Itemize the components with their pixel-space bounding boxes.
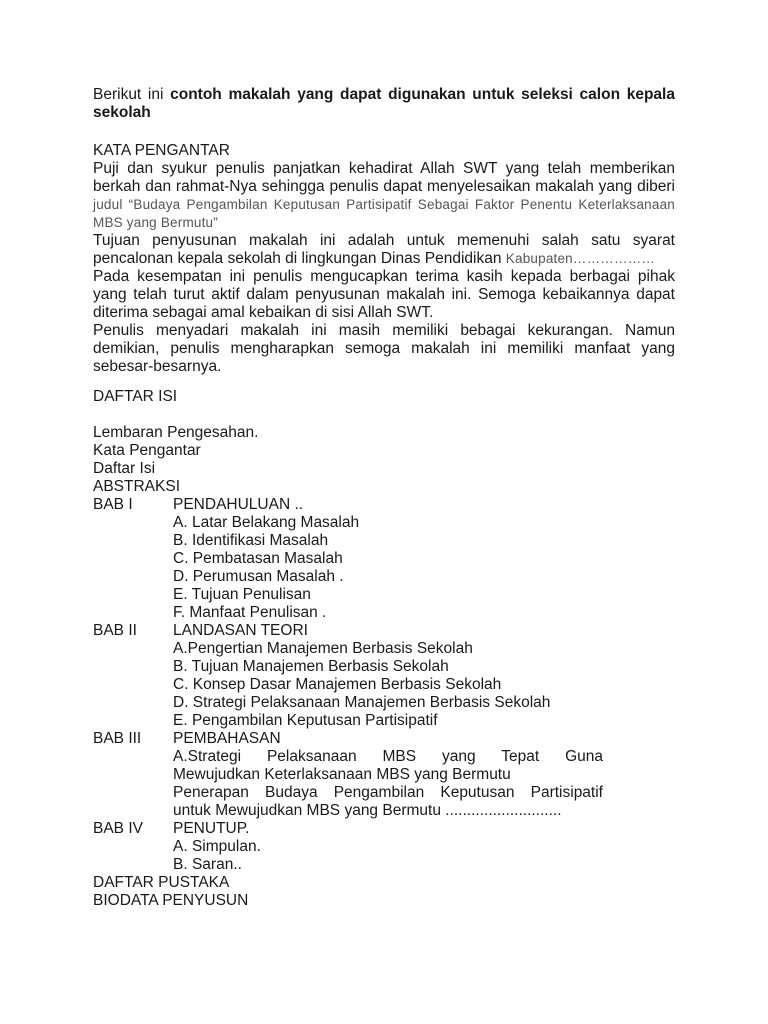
toc-sub-item: A.Strategi Pelaksanaan MBS yang Tepat Guna xyxy=(173,748,603,765)
toc-sub-item: F. Manfaat Penulisan . xyxy=(173,604,327,621)
toc-sub-item: C. Pembatasan Masalah xyxy=(173,550,343,567)
toc-front-item: ABSTRAKSI xyxy=(93,478,180,495)
para1-title-text: judul “Budaya Pengambilan Keputusan Partisipatif Sebagai Faktor Penentu Keterlaksanaan MBS yang Bermutu” xyxy=(93,197,675,230)
toc-back-item: DAFTAR PUSTAKA xyxy=(93,874,230,891)
kata-pengantar-para-1 xyxy=(93,160,675,232)
daftar-isi-heading: DAFTAR ISI xyxy=(93,388,178,405)
bab-label: BAB II xyxy=(93,622,137,639)
toc-sub-item: D. Strategi Pelaksanaan Manajemen Berbasis Sekolah xyxy=(173,694,551,711)
bab-title: PENUTUP. xyxy=(173,820,250,837)
bab-title: LANDASAN TEORI xyxy=(173,622,308,639)
bab-label: BAB IV xyxy=(93,820,143,837)
document-page xyxy=(93,86,675,910)
toc-bab-4 xyxy=(93,820,675,838)
intro-bold-title: contoh makalah yang dapat digunakan untuk seleksi calon kepala sekolah xyxy=(93,86,675,121)
bab-label: BAB I xyxy=(93,496,133,513)
toc-sub-item: C. Konsep Dasar Manajemen Berbasis Sekolah xyxy=(173,676,502,693)
para2-kabupaten: Kabupaten……………… xyxy=(505,251,656,266)
toc-sub-item: B. Tujuan Manajemen Berbasis Sekolah xyxy=(173,658,449,675)
toc-sub-item: A.Pengertian Manajemen Berbasis Sekolah xyxy=(173,640,473,657)
intro-paragraph xyxy=(93,86,675,122)
toc-bab-3 xyxy=(93,730,675,748)
toc-sub-item: E. Tujuan Penulisan xyxy=(173,586,311,603)
toc-front-item: Lembaran Pengesahan. xyxy=(93,424,259,441)
toc-sub-item: A. Latar Belakang Masalah xyxy=(173,514,360,531)
bab-title: PEMBAHASAN xyxy=(173,730,281,747)
para2-text: Tujuan penyusunan makalah ini adalah untuk memenuhi salah satu syarat pencalonan kepala sekolah di lingkungan Dinas Pendidikan xyxy=(93,232,675,267)
bab-label: BAB III xyxy=(93,730,142,747)
intro-prefix: Berikut ini xyxy=(93,86,171,103)
toc-sub-item: Mewujudkan Keterlaksanaan MBS yang Bermutu xyxy=(173,766,511,783)
toc-bab-1 xyxy=(93,496,675,514)
toc-sub-item: B. Saran.. xyxy=(173,856,242,873)
toc-sub-item: E. Pengambilan Keputusan Partisipatif xyxy=(173,712,438,729)
toc-front-item: Kata Pengantar xyxy=(93,442,201,459)
kata-pengantar-para-3: Pada kesempatan ini penulis mengucapkan terima kasih kepada berbagai pihak yang telah turut aktif dalam penyusunan makalah ini. Semoga kebaikannya dapat diterima sebagai amal kebaikan di sisi Allah SWT. xyxy=(93,268,675,321)
toc-back-item: BIODATA PENYUSUN xyxy=(93,892,249,909)
toc-sub-item: A. Simpulan. xyxy=(173,838,261,855)
toc-sub-item: Penerapan Budaya Pengambilan Keputusan Partisipatif xyxy=(173,784,603,801)
kata-pengantar-para-2 xyxy=(93,232,675,268)
bab-title: PENDAHULUAN .. xyxy=(173,496,304,513)
toc-bab-2 xyxy=(93,622,675,640)
table-of-contents xyxy=(93,424,675,910)
kata-pengantar-para-4: Penulis menyadari makalah ini masih memiliki bebagai kekurangan. Namun demikian, penulis mengharapkan semoga makalah ini memiliki manfaat yang sebesar-besarnya. xyxy=(93,322,675,375)
toc-sub-item: B. Identifikasi Masalah xyxy=(173,532,329,549)
toc-front-item: Daftar Isi xyxy=(93,460,156,477)
kata-pengantar-heading: KATA PENGANTAR xyxy=(93,142,230,159)
toc-sub-item: D. Perumusan Masalah . xyxy=(173,568,344,585)
para1-text: Puji dan syukur penulis panjatkan kehadirat Allah SWT yang telah memberikan berkah dan rahmat-Nya sehingga penulis dapat menyelesaikan makalah yang diberi xyxy=(93,160,675,195)
toc-sub-item: untuk Mewujudkan MBS yang Bermutu ........................... xyxy=(173,802,562,819)
